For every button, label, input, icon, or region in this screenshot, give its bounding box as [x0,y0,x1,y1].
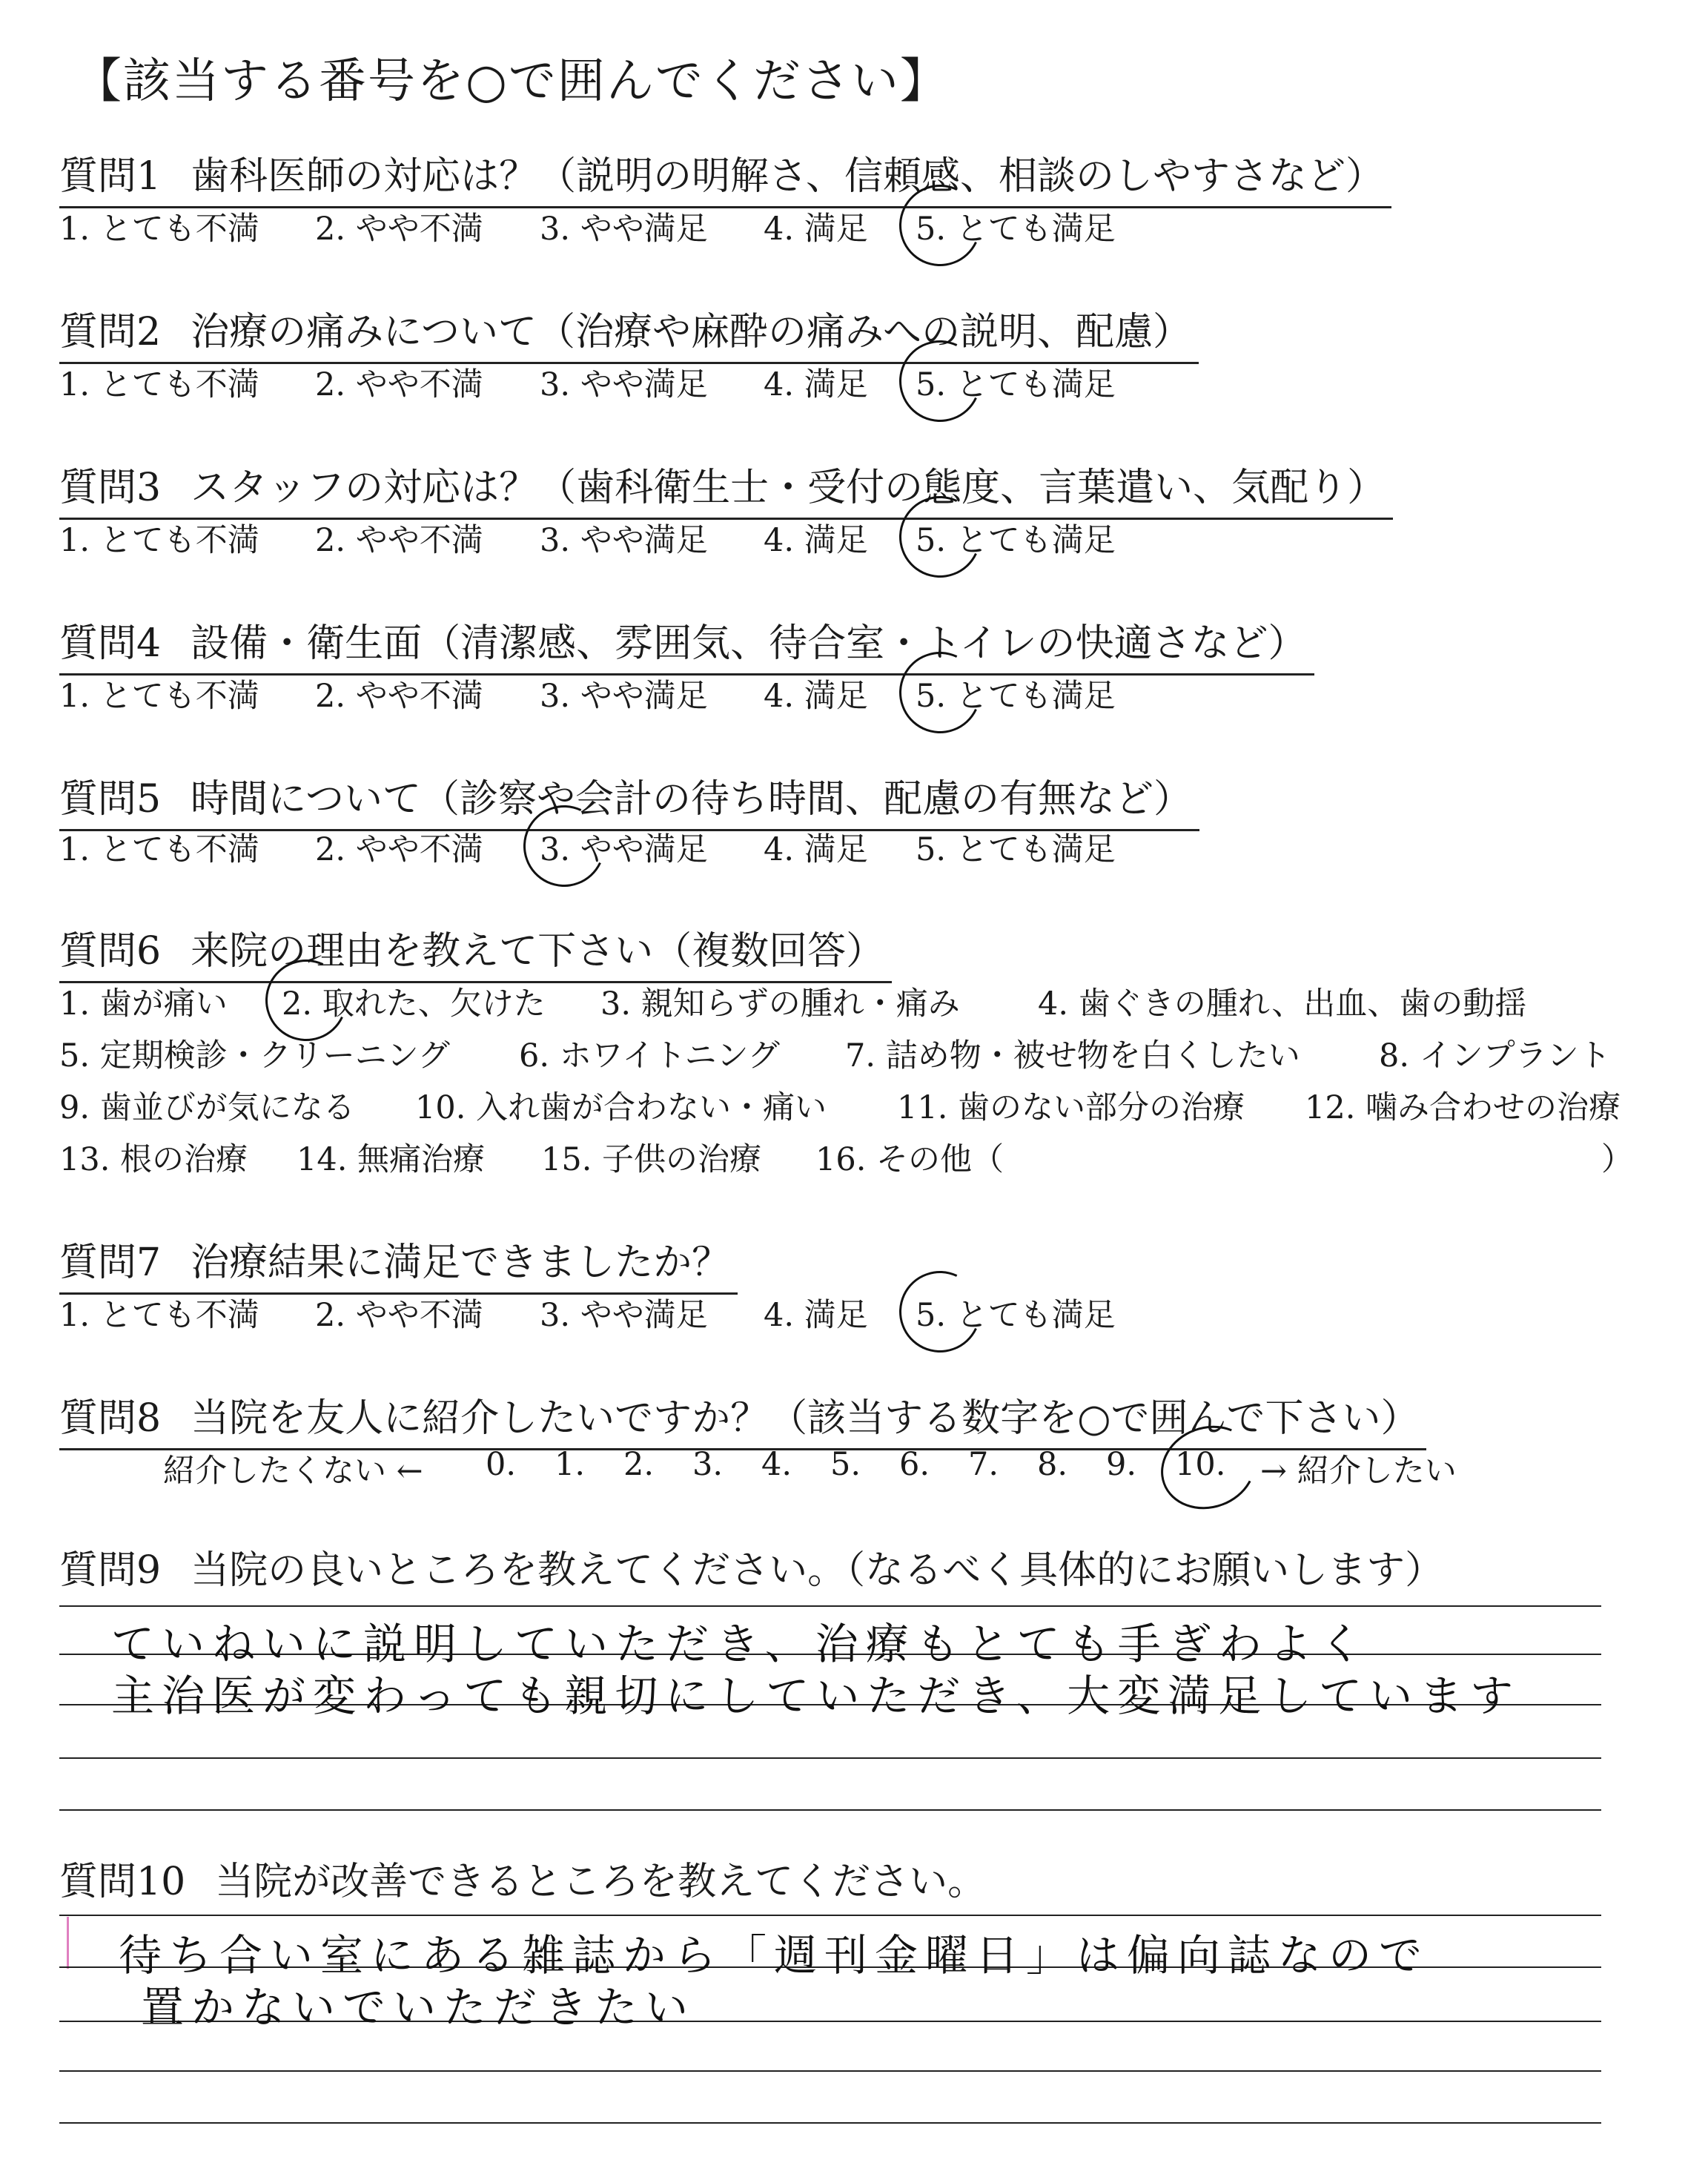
reason-4[interactable]: 4. 歯ぐきの腫れ、出血、歯の動揺 [1038,985,1527,1023]
question-text: 時間について（診察や会計の待ち時間、配慮の有無など） [191,777,1193,822]
survey-title: 【該当する番号を○で囲んでください】 [74,54,949,109]
reason-3[interactable]: 3. 親知らずの腫れ・痛み [600,985,960,1023]
option-1[interactable]: 1. とても不満 [59,1297,259,1334]
option-3[interactable]: 3. やや満足 [540,678,708,715]
option-2[interactable]: 2. やや不満 [315,678,483,715]
option-5[interactable]: 5. とても満足 [916,831,1116,868]
question-2-heading [59,300,1199,364]
option-1[interactable]: 1. とても不満 [59,366,259,403]
question-text: 治療結果に満足できましたか？ [191,1241,731,1285]
question-number: 質問5 [59,777,162,822]
q10-handwritten-line-2: 置かないでいただきたい [141,1982,696,2032]
question-number: 質問7 [59,1241,162,1285]
score-8[interactable]: 8. [1037,1446,1068,1483]
option-4[interactable]: 4. 満足 [764,1297,868,1334]
reason-9[interactable]: 9. 歯並びが気になる [59,1089,355,1126]
question-number: 質問3 [59,466,162,510]
option-3[interactable]: 3. やや満足 [540,366,708,403]
question-number: 質問4 [59,621,162,666]
reason-7[interactable]: 7. 詰め物・被せ物を白くしたい [845,1037,1300,1074]
score-7[interactable]: 7. [968,1446,999,1483]
question-text: 設備・衛生面（清潔感、雰囲気、待合室・トイレの快適さなど） [191,621,1307,666]
score-0[interactable]: 0. [486,1446,517,1483]
question-5-heading [59,767,1199,831]
score-5[interactable]: 5. [830,1446,861,1483]
reason-12[interactable]: 12. 噛み合わせの治療 [1305,1089,1621,1126]
option-3[interactable]: 3. やや満足 [540,1297,708,1334]
answer-line [59,1809,1601,1811]
option-1[interactable]: 1. とても不満 [59,831,259,868]
answer-line [59,2070,1601,2072]
question-number: 質問9 [59,1548,162,1593]
recommend-label: → 紹介したい [1260,1453,1457,1490]
option-4[interactable]: 4. 満足 [764,831,868,868]
option-4[interactable]: 4. 満足 [764,678,868,715]
option-1[interactable]: 1. とても不満 [59,211,259,248]
question-text: 当院の良いところを教えてください。（なるべく具体的にお願いします） [191,1548,1444,1593]
q9-handwritten-line-1: ていねいに説明していただき、治療もとても手ぎわよく [111,1619,1370,1669]
score-4[interactable]: 4. [761,1446,792,1483]
answer-line [59,1757,1601,1759]
option-5-selected[interactable]: 5. とても満足 [916,1290,1116,1335]
option-4[interactable]: 4. 満足 [764,366,868,403]
option-2[interactable]: 2. やや不満 [315,831,483,868]
q10-handwritten-line-1: 待ち合い室にある雑誌から「週刊金曜日」は偏向誌なので [119,1930,1430,1981]
question-number: 質問6 [59,929,162,974]
score-10-selected[interactable]: 10. [1175,1446,1225,1483]
option-2[interactable]: 2. やや不満 [315,522,483,559]
score-1[interactable]: 1. [555,1446,586,1483]
option-5-selected[interactable]: 5. とても満足 [916,671,1116,716]
option-5-selected[interactable]: 5. とても満足 [916,515,1116,561]
question-number: 質問2 [59,310,162,354]
question-text: 来院の理由を教えて下さい（複数回答） [191,929,885,974]
question-number: 質問1 [59,154,162,199]
reason-1[interactable]: 1. 歯が痛い [59,985,228,1023]
reason-13[interactable]: 13. 根の治療 [59,1141,248,1178]
answer-line [59,1605,1601,1607]
pink-pen-mark [67,1917,75,1969]
question-text: 当院を友人に紹介したいですか？（該当する数字を○で囲んで下さい） [191,1396,1420,1441]
question-1-heading [59,145,1391,208]
reason-11[interactable]: 11. 歯のない部分の治療 [897,1089,1245,1126]
reason-16-other[interactable]: 16. その他（ [815,1141,1004,1178]
option-2[interactable]: 2. やや不満 [315,211,483,248]
reason-8[interactable]: 8. インプラント [1379,1037,1611,1074]
option-5-selected[interactable]: 5. とても満足 [916,204,1116,249]
answer-line [59,1915,1601,1916]
score-9[interactable]: 9. [1106,1446,1137,1483]
question-7-heading [59,1231,738,1295]
question-text: 治療の痛みについて（治療や麻酔の痛みへの説明、配慮） [191,310,1192,354]
option-3[interactable]: 3. やや満足 [540,522,708,559]
option-5-selected[interactable]: 5. とても満足 [916,360,1116,405]
reason-5[interactable]: 5. 定期検診・クリーニング [59,1037,450,1074]
not-recommend-label: 紹介したくない ← [163,1453,423,1490]
question-4-heading [59,612,1314,676]
option-2[interactable]: 2. やや不満 [315,366,483,403]
option-2[interactable]: 2. やや不満 [315,1297,483,1334]
q9-handwritten-line-2: 主治医が変わっても親切にしていただき、大変満足しています [111,1671,1521,1721]
question-6-heading [59,919,892,983]
score-3[interactable]: 3. [692,1446,724,1483]
question-text: スタッフの対応は？（歯科衛生士・受付の態度、言葉遣い、気配り） [191,466,1386,510]
question-number: 質問10 [59,1860,186,1904]
score-6[interactable]: 6. [899,1446,930,1483]
option-3[interactable]: 3. やや満足 [540,211,708,248]
answer-line [59,2122,1601,2124]
question-number: 質問8 [59,1396,162,1441]
question-3-heading [59,456,1393,520]
option-4[interactable]: 4. 満足 [764,211,868,248]
selection-circle [888,1260,993,1364]
reason-6[interactable]: 6. ホワイトニング [519,1037,780,1074]
question-9-heading [59,1539,1451,1600]
reason-15[interactable]: 15. 子供の治療 [541,1141,762,1178]
question-text: 歯科医師の対応は？（説明の明解さ、信頼感、相談のしやすさなど） [191,154,1385,199]
question-text: 当院が改善できるところを教えてください。 [215,1860,987,1904]
option-1[interactable]: 1. とても不満 [59,522,259,559]
score-2[interactable]: 2. [623,1446,655,1483]
reason-10[interactable]: 10. 入れ歯が合わない・痛い [415,1089,827,1126]
question-10-heading [59,1850,993,1912]
other-close-paren: ） [1601,1141,1633,1178]
option-3-selected[interactable]: 3. やや満足 [540,825,708,870]
option-1[interactable]: 1. とても不満 [59,678,259,715]
reason-14[interactable]: 14. 無痛治療 [297,1141,486,1178]
reason-2-selected[interactable]: 2. 取れた、欠けた [282,979,546,1024]
option-4[interactable]: 4. 満足 [764,522,868,559]
